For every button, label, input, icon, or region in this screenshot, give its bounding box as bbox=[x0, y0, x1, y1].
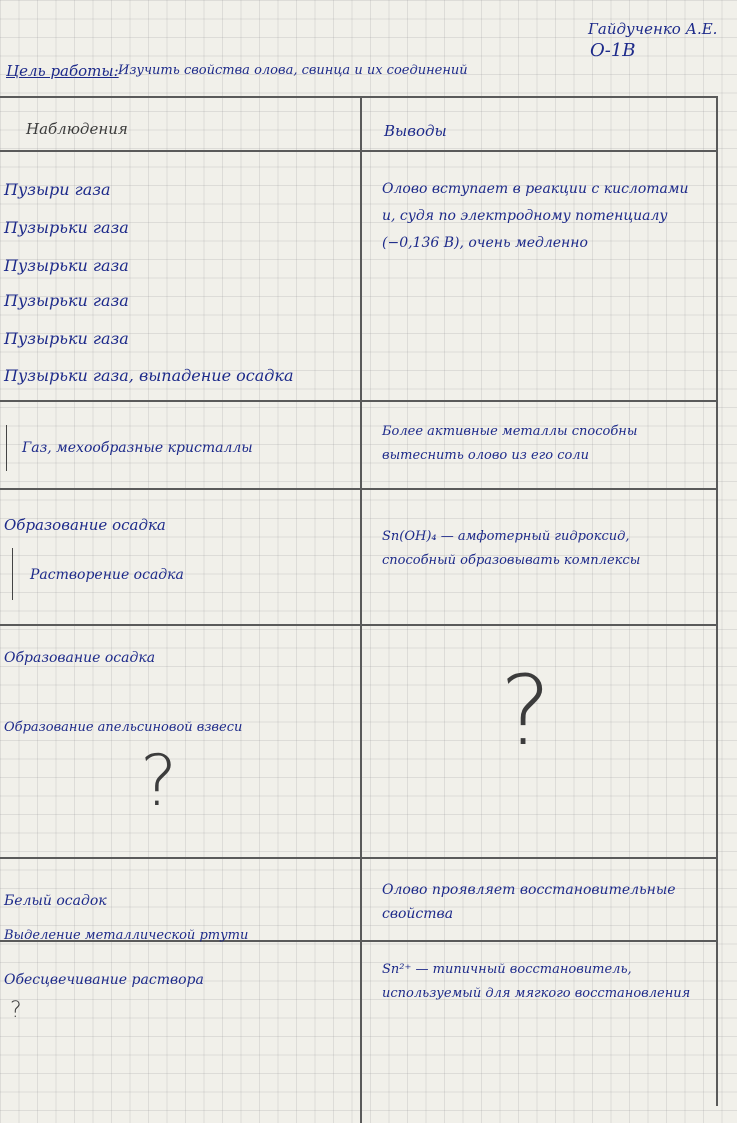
observation-text: Образование осадка bbox=[4, 650, 156, 666]
observation-text: Пузырьки газа bbox=[4, 329, 129, 348]
header-bottom-rule bbox=[0, 150, 718, 152]
observation-text: Белый осадок bbox=[4, 893, 107, 909]
observation-text: Пузырьки газа bbox=[4, 218, 129, 237]
row-divider bbox=[0, 488, 718, 490]
group-code: О-1В bbox=[590, 40, 636, 61]
conclusion-text: Sn(OH)₄ — амфотерный гидроксид, способный образовывать комплексы bbox=[382, 529, 641, 568]
author-name: Гайдученко А.Е. bbox=[588, 20, 718, 38]
row-divider bbox=[0, 624, 718, 626]
brace bbox=[12, 548, 13, 600]
conclusion-text: Sn²⁺ — типичный восстановитель, используемый для мягкого восстановления bbox=[382, 962, 691, 1001]
observation-text: Растворение осадка bbox=[30, 567, 184, 583]
table-top-rule bbox=[0, 96, 718, 98]
observation-text: Пузырьки газа, выпадение осадка bbox=[4, 366, 294, 385]
observation-text: Пузырьки газа bbox=[4, 291, 129, 310]
observation-text: Выделение металлической ртути bbox=[4, 928, 249, 943]
conclusion-text: Олово проявляет восстановительные свойства bbox=[382, 882, 676, 922]
conclusion-text: Олово вступает в реакции с кислотами и, судя по электродному потенциалу (−0,136 В), очень медленно bbox=[382, 181, 689, 251]
observation-text: Газ, мехообразные кристаллы bbox=[22, 440, 253, 456]
brace bbox=[6, 425, 7, 471]
purpose-text: Изучить свойства олова, свинца и их соединений bbox=[118, 63, 468, 78]
table-right-rule bbox=[716, 96, 718, 1106]
question-mark: ? bbox=[10, 998, 22, 1023]
row-divider bbox=[0, 400, 718, 402]
observation-text: Обесцвечивание раствора bbox=[4, 972, 204, 988]
observation-text: Пузырьки газа bbox=[4, 256, 129, 275]
observation-text: Образование апельсиновой взвеси bbox=[4, 720, 243, 735]
question-mark: ? bbox=[500, 655, 551, 767]
row-divider bbox=[0, 857, 718, 859]
observation-text: Пузыри газа bbox=[4, 180, 111, 199]
column-header-conclusions: Выводы bbox=[384, 122, 447, 140]
column-header-observations: Наблюдения bbox=[26, 120, 128, 138]
question-mark: ? bbox=[140, 740, 178, 822]
observation-text: Образование осадка bbox=[4, 516, 166, 534]
column-divider bbox=[360, 96, 362, 1123]
purpose-label: Цель работы: bbox=[6, 62, 119, 80]
conclusion-text: Более активные металлы способны вытеснить олово из его соли bbox=[382, 424, 638, 463]
